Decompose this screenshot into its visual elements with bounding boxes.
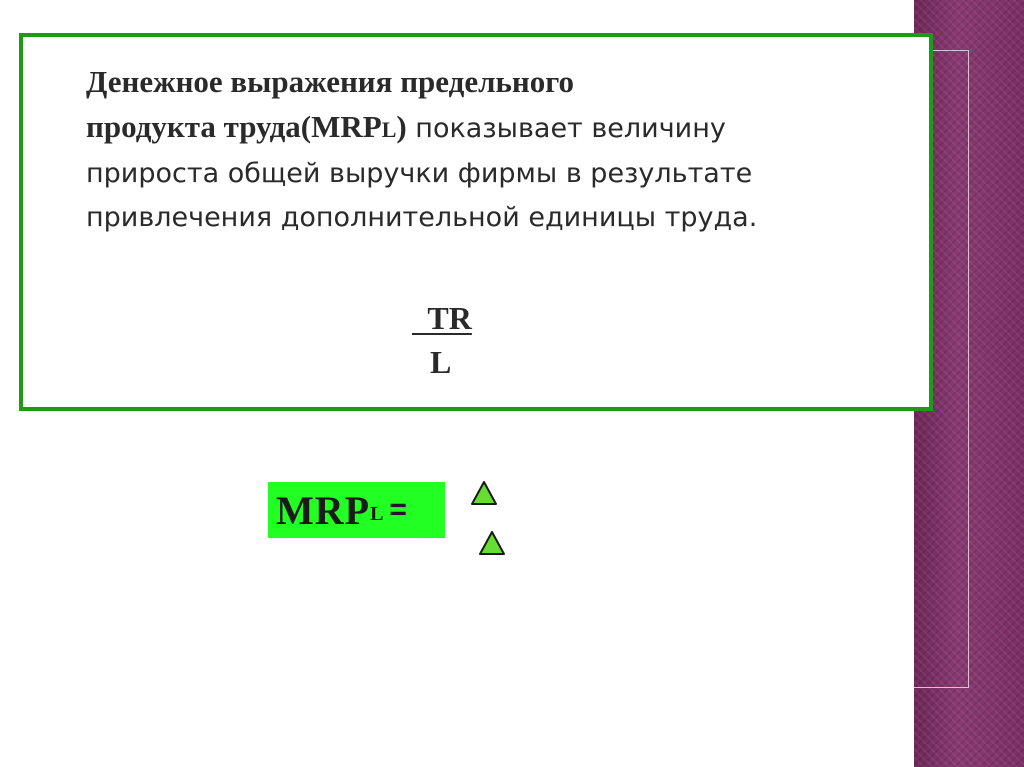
- fraction-denominator: L: [430, 344, 452, 380]
- definition-line-3: прироста общей выручки фирмы в результате: [86, 158, 753, 189]
- formula-equals: =: [389, 493, 407, 526]
- definition-term-subscript: L: [381, 117, 397, 142]
- formula-main: MRP: [276, 487, 371, 533]
- definition-term-part-1: Денежное выражения предельного: [86, 64, 575, 99]
- definition-line-2: [86, 105, 926, 152]
- definition-line-2-rest: показывает величину: [406, 113, 726, 144]
- definition-term-close: ): [396, 109, 407, 144]
- definition-line-1: [86, 60, 926, 105]
- formula-subscript: L: [370, 502, 384, 525]
- formula-highlight: [268, 482, 445, 538]
- definition-term-part-2: продукта труда(MRP: [86, 109, 382, 144]
- delta-triangle-icon: [478, 530, 506, 556]
- definition-line-4: привлечения дополнительной единицы труда.: [86, 202, 758, 233]
- delta-triangle-icon: [470, 480, 498, 506]
- definition-text: [86, 60, 926, 240]
- fraction-numerator: TR: [412, 300, 472, 336]
